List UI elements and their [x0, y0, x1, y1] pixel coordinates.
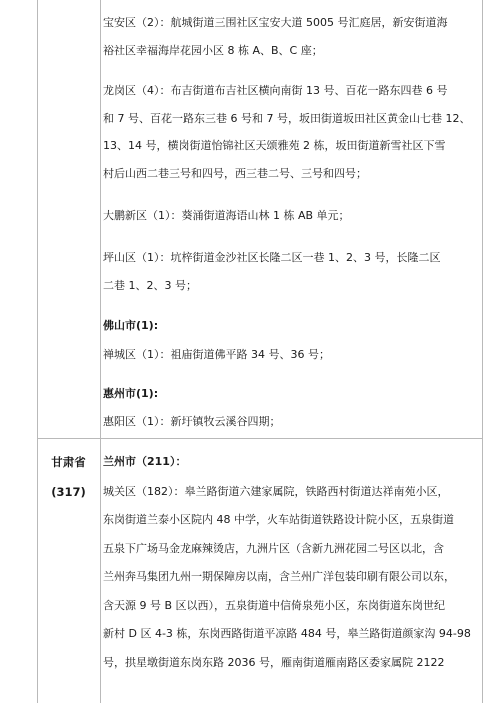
- province-cell: [37, 438, 100, 703]
- district-line: 兰州奔马集团九州一期保障房以南，含兰州广洋包装印刷有限公司以东，: [103, 570, 455, 583]
- table-border-right: [482, 0, 483, 703]
- gansu-entries: [103, 438, 479, 703]
- province-count: (317): [51, 485, 86, 499]
- city-heading: 兰州市（211）：: [103, 455, 187, 468]
- district-line: 13、14 号，横岗街道怡锦社区天颂雅苑 2 栋，坂田街道新雪社区下雪: [103, 139, 446, 152]
- province-name: 甘肃省: [51, 455, 86, 469]
- district-line: 宝安区（2）：航城街道三围社区宝安大道 5005 号汇庭居，新安街道海: [103, 16, 448, 29]
- district-line: 新村 D 区 4-3 栋，东岗西路街道平凉路 484 号，皋兰路街道颜家沟 94-98: [103, 627, 471, 640]
- district-line: 惠阳区（1）：新圩镇牧云溪谷四期；: [103, 415, 281, 428]
- district-line: 城关区（182）：皋兰路街道六建家属院，铁路西村街道达祥南苑小区，: [103, 485, 449, 498]
- city-heading: 佛山市(1):: [103, 319, 159, 332]
- district-line: 龙岗区（4）：布吉街道布吉社区横向南街 13 号、百花一路东四巷 6 号: [103, 84, 448, 97]
- district-line: 和 7 号、百花一路东三巷 6 号和 7 号，坂田街道坂田社区黄金山七巷 12、: [103, 112, 471, 125]
- city-heading: 惠州市(1):: [103, 387, 159, 400]
- district-line: 含天源 9 号 B 区以西），五泉街道中信倚泉苑小区，东岗街道东岗世纪: [103, 599, 446, 612]
- district-line: 裕社区幸福海岸花园小区 8 栋 A、B、C 座；: [103, 44, 323, 57]
- district-line: 禅城区（1）：祖庙街道佛平路 34 号、36 号；: [103, 348, 330, 361]
- district-line: 大鹏新区（1）：葵涌街道海语山林 1 栋 AB 单元；: [103, 209, 350, 222]
- district-line: 五泉下广场马金龙麻辣烫店，九洲片区（含新九洲花园二号区以北，含: [103, 542, 444, 555]
- district-line: 坪山区（1）：坑梓街道金沙社区长隆二区一巷 1、2、3 号，长隆二区: [103, 251, 441, 264]
- guangdong-entries: [103, 0, 479, 438]
- district-line: 号，拱星墩街道东岗东路 2036 号，雁南街道雁南路区委家属院 2122: [103, 656, 445, 669]
- table-column-divider: [100, 0, 101, 703]
- district-line: 东岗街道兰泰小区院内 48 中学，火车站街道铁路设计院小区，五泉街道: [103, 513, 454, 526]
- district-line: 二巷 1、2、3 号；: [103, 279, 197, 292]
- district-line: 村后山西二巷三号和四号，西三巷二号、三号和四号；: [103, 167, 367, 180]
